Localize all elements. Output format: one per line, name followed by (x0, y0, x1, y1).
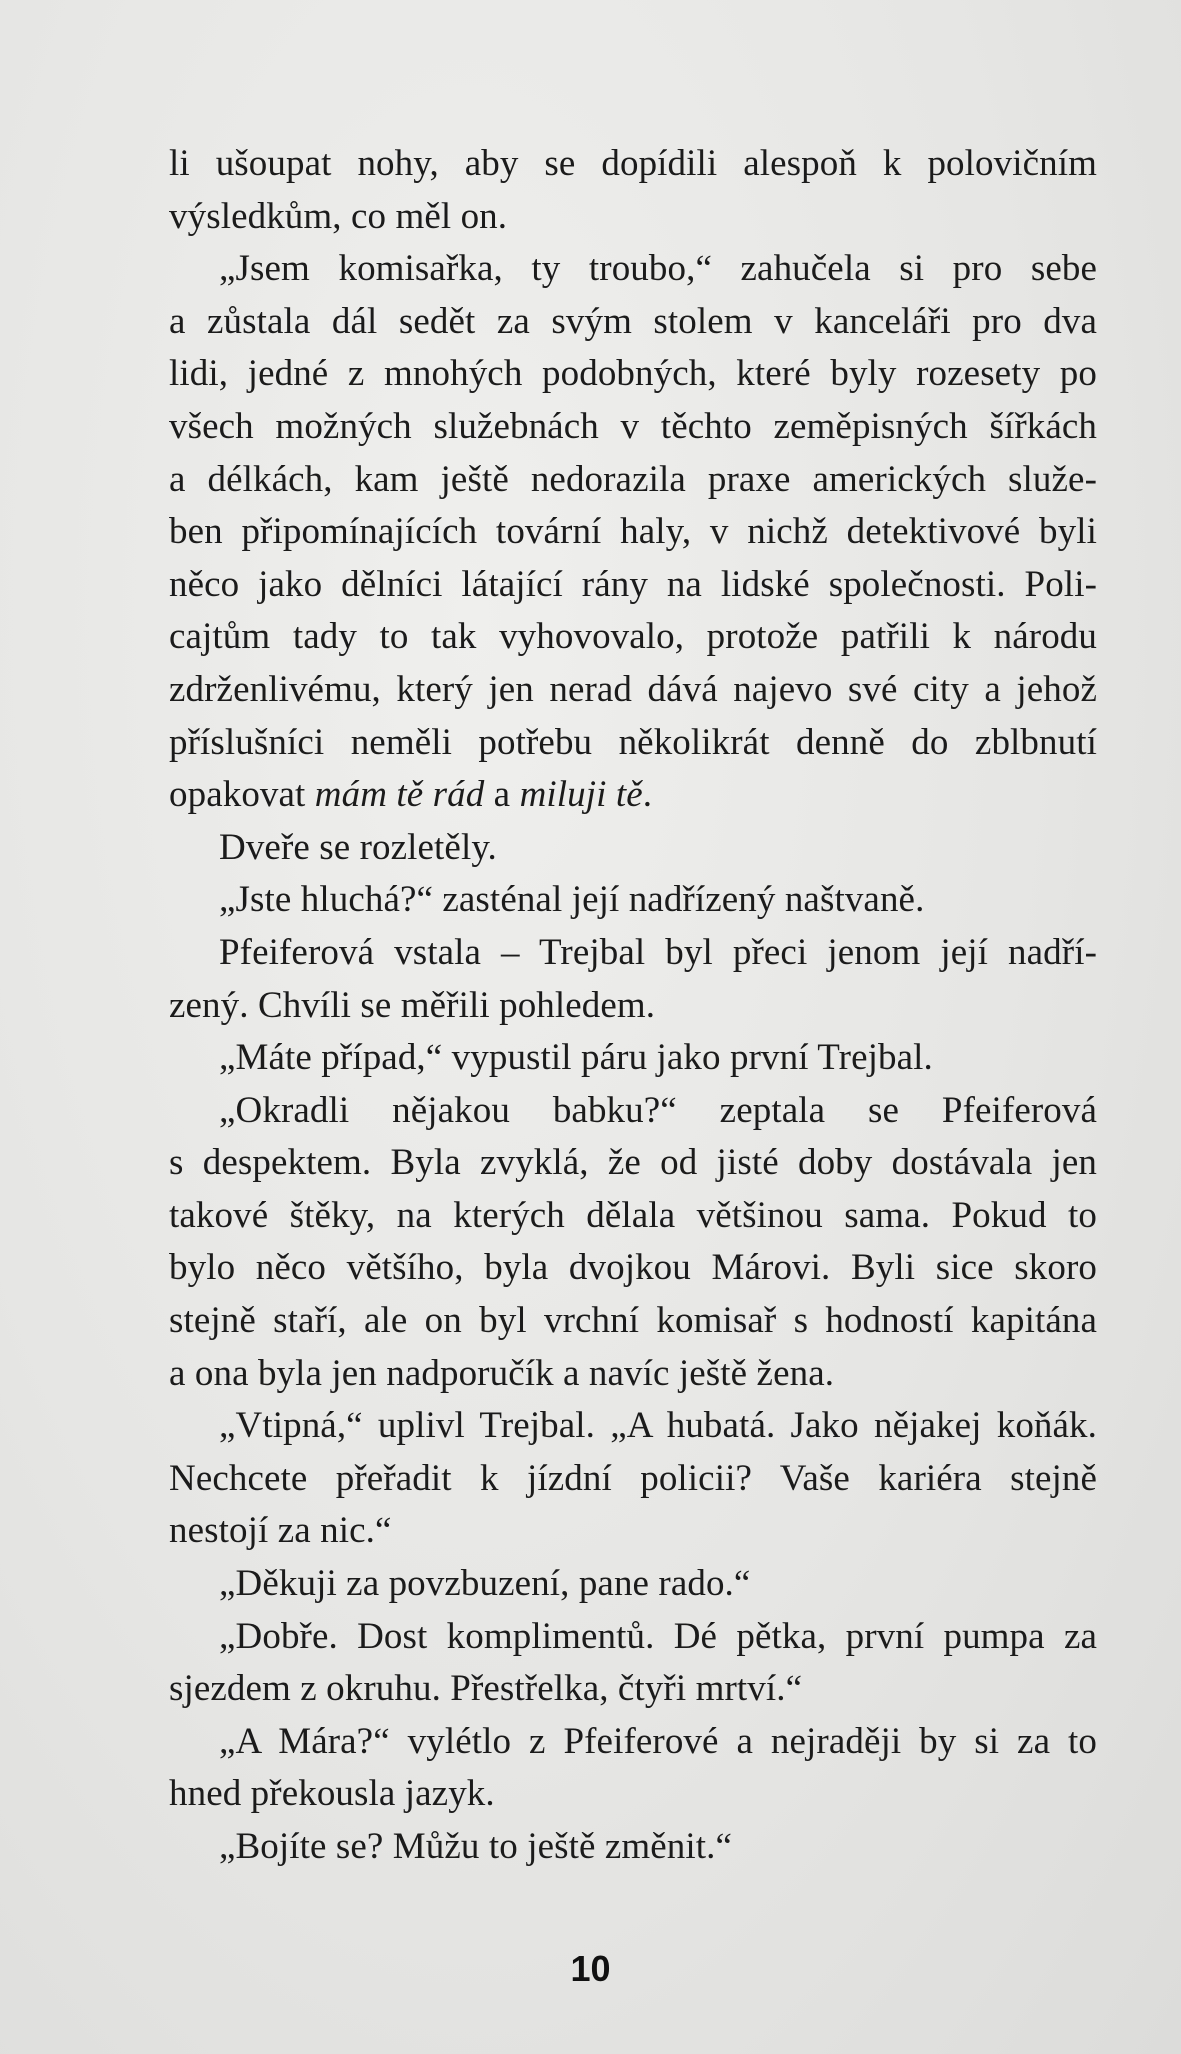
text-line: všech možných služebnách v těchto zeměpisných šířkách (169, 405, 1097, 447)
text-line: Dveře se rozletěly. (219, 826, 497, 868)
text-line: cajtům tady to tak vyhovovalo, protože patřili k národu (169, 616, 1097, 658)
text-line: něco jako dělníci látající rány na lidské společnosti. Poli- (169, 563, 1097, 605)
text-line: „Vtipná,“ uplivl Trejbal. „A hubatá. Jako nějakej koňák. (219, 1405, 1097, 1447)
text-fragment: . (642, 774, 653, 816)
text-line: příslušníci neměli potřebu několikrát denně do zblbnutí (169, 721, 1097, 763)
text-line: a zůstala dál sedět za svým stolem v kanceláři pro dva (169, 300, 1097, 342)
text-line: a délkách, kam ještě nedorazila praxe amerických služe- (169, 458, 1097, 500)
text-line: „Okradli nějakou babku?“ zeptala se Pfeiferová (219, 1089, 1097, 1131)
text-line: zdrženlivému, který jen nerad dává najevo své city a jehož (169, 668, 1097, 710)
text-fragment: a (484, 774, 520, 816)
text-line: takové štěky, na kterých dělala většinou sama. Pokud to (169, 1194, 1097, 1236)
text-line: ben připomínajících tovární haly, v nichž detektivové byli (169, 511, 1097, 553)
italic-phrase: mám tě rád (314, 774, 485, 816)
text-line: bylo něco většího, byla dvojkou Márovi. Byli sice skoro (169, 1247, 1097, 1289)
text-line: a ona byla jen nadporučík a navíc ještě žena. (169, 1352, 835, 1394)
text-line: Pfeiferová vstala – Trejbal byl přeci jenom její nadří- (219, 931, 1097, 973)
text-line: stejně staří, ale on byl vrchní komisař s hodností kapitána (169, 1300, 1097, 1342)
text-line: výsledkům, co měl on. (169, 195, 508, 237)
text-fragment: opakovat (169, 774, 315, 816)
page-number: 10 (570, 1948, 611, 1989)
text-line: zený. Chvíli se měřili pohledem. (169, 984, 656, 1026)
text-line: „Jste hluchá?“ zasténal její nadřízený naštvaně. (219, 879, 925, 921)
text-line (169, 769, 1097, 822)
text-line: s despektem. Byla zvyklá, že od jisté doby dostávala jen (169, 1142, 1097, 1184)
text-line: „Bojíte se? Můžu to ještě změnit.“ (219, 1826, 733, 1867)
text-line: hned překousla jazyk. (169, 1773, 495, 1815)
text-line: sjezdem z okruhu. Přestřelka, čtyři mrtví.“ (169, 1668, 803, 1710)
text-line: nestojí za nic.“ (169, 1510, 392, 1552)
text-line: „Dobře. Dost komplimentů. Dé pětka, první pumpa za (219, 1615, 1097, 1657)
text-line: „Jsem komisařka, ty troubo,“ zahučela si pro sebe (219, 248, 1097, 290)
text-line: „Děkuji za povzbuzení, pane rado.“ (219, 1563, 751, 1605)
text-line: „A Mára?“ vylétlo z Pfeiferové a nejraději by si za to (219, 1720, 1097, 1762)
text-line: „Máte případ,“ vypustil páru jako první Trejbal. (219, 1037, 933, 1079)
text-line: Nechcete přeřadit k jízdní policii? Vaše kariéra stejně (169, 1457, 1097, 1499)
text-line: lidi, jedné z mnohých podobných, které byly rozesety po (169, 353, 1097, 395)
italic-phrase: miluji tě (519, 774, 643, 816)
text-line: li ušoupat nohy, aby se dopídili alespoň k polovičním (169, 143, 1097, 184)
body-text (169, 138, 1097, 1874)
